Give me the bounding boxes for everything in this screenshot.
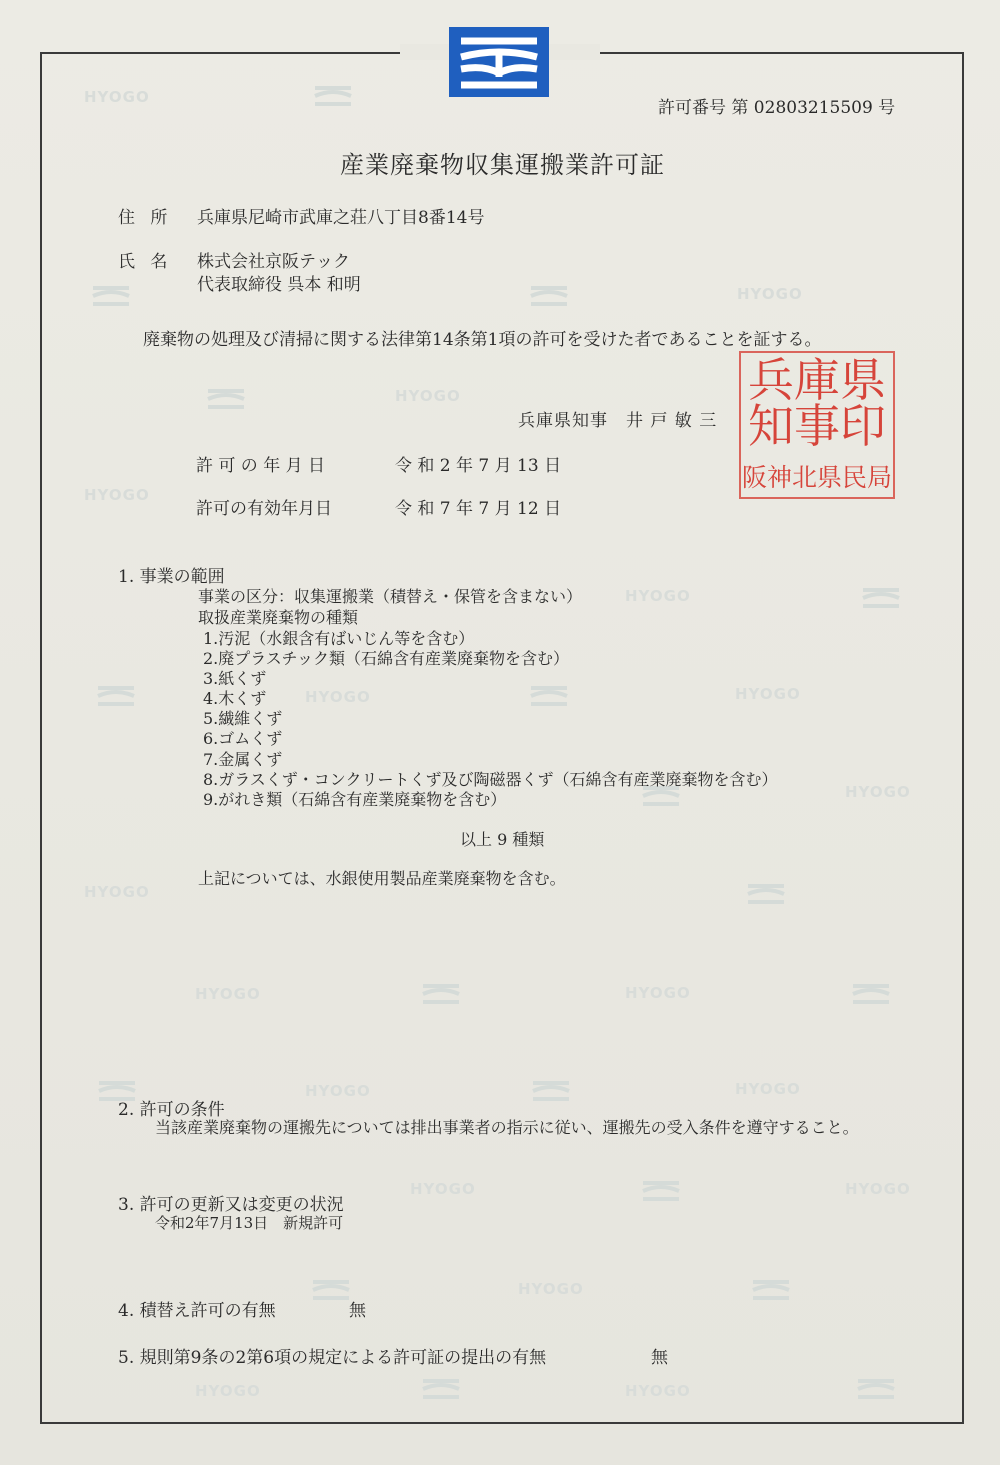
name-label: 氏 名 bbox=[118, 252, 173, 272]
watermark-text: HYOGO bbox=[305, 1082, 371, 1100]
section3-heading: 3. 許可の更新又は変更の状況 bbox=[118, 1195, 344, 1215]
certification-text: 廃棄物の処理及び清掃に関する法律第14条第1項の許可を受けた者であることを証する。 bbox=[143, 330, 822, 350]
list-item: 2.廃プラスチック類（石綿含有産業廃棄物を含む） bbox=[203, 649, 569, 668]
renewal-status-text: 令和2年7月13日 新規許可 bbox=[155, 1214, 344, 1232]
governor-name: 兵庫県知事 井 戸 敏 三 bbox=[518, 411, 718, 431]
waste-types-heading: 取扱産業廃棄物の種類 bbox=[198, 608, 359, 627]
section1-heading: 1. 事業の範囲 bbox=[118, 567, 225, 587]
valid-date-label: 許可の有効年月日 bbox=[196, 499, 332, 519]
address-label: 住 所 bbox=[118, 208, 173, 228]
official-seal-stamp bbox=[738, 350, 896, 500]
list-item: 9.がれき類（石綿含有産業廃棄物を含む） bbox=[203, 790, 507, 809]
section4-heading: 4. 積替え許可の有無 bbox=[118, 1301, 276, 1321]
certificate-submission-value: 無 bbox=[651, 1348, 668, 1368]
watermark-text: HYOGO bbox=[737, 285, 803, 303]
list-item: 3.紙くず bbox=[203, 669, 267, 688]
address-value: 兵庫県尼崎市武庫之荘八丁目8番14号 bbox=[197, 208, 485, 228]
watermark-text: HYOGO bbox=[735, 1080, 801, 1098]
watermark-text: HYOGO bbox=[84, 883, 150, 901]
seal-line-3: 阪神北県民局 bbox=[741, 463, 893, 492]
company-name: 株式会社京阪テック bbox=[197, 252, 350, 272]
permit-number: 許可番号 第 02803215509 号 bbox=[658, 98, 896, 118]
watermark-text: HYOGO bbox=[305, 688, 371, 706]
watermark-text: HYOGO bbox=[625, 1382, 691, 1400]
business-category: 事業の区分：収集運搬業（積替え・保管を含まない） bbox=[198, 587, 583, 606]
permit-date-value: 令 和 2 年 7 月 13 日 bbox=[395, 456, 562, 476]
list-item: 4.木くず bbox=[203, 689, 267, 708]
watermark-text: HYOGO bbox=[195, 1382, 261, 1400]
seal-line-2: 知事印 bbox=[748, 399, 886, 453]
list-item: 1.汚泥（水銀含有ばいじん等を含む） bbox=[203, 629, 475, 648]
list-item: 5.繊維くず bbox=[203, 709, 283, 728]
watermark-text: HYOGO bbox=[395, 387, 461, 405]
list-item: 6.ゴムくず bbox=[203, 729, 283, 748]
mercury-note: 上記については、水銀使用製品産業廃棄物を含む。 bbox=[198, 869, 566, 888]
list-item: 7.金属くず bbox=[203, 750, 283, 769]
watermark-text: HYOGO bbox=[625, 984, 691, 1002]
watermark-text: HYOGO bbox=[84, 486, 150, 504]
watermark-text: HYOGO bbox=[845, 783, 911, 801]
list-item: 8.ガラスくず・コンクリートくず及び陶磁器くず（石綿含有産業廃棄物を含む） bbox=[203, 770, 778, 789]
permit-date-label: 許 可 の 年 月 日 bbox=[196, 456, 326, 476]
representative-name: 代表取締役 呉本 和明 bbox=[197, 275, 361, 295]
valid-date-value: 令 和 7 年 7 月 12 日 bbox=[395, 499, 562, 519]
watermark-text: HYOGO bbox=[625, 587, 691, 605]
waste-type-total: 以上 9 種類 bbox=[460, 830, 545, 849]
watermark-text: HYOGO bbox=[518, 1280, 584, 1298]
watermark-text: HYOGO bbox=[410, 1180, 476, 1198]
section5-heading: 5. 規則第9条の2第6項の規定による許可証の提出の有無 bbox=[118, 1348, 547, 1368]
watermark-text: HYOGO bbox=[845, 1180, 911, 1198]
seal-line-1: 兵庫県 bbox=[748, 353, 886, 407]
watermark-text: HYOGO bbox=[84, 88, 150, 106]
watermark-text: HYOGO bbox=[735, 685, 801, 703]
section2-heading: 2. 許可の条件 bbox=[118, 1100, 225, 1120]
page-title: 産業廃棄物収集運搬業許可証 bbox=[340, 151, 665, 179]
watermark-text: HYOGO bbox=[195, 985, 261, 1003]
transshipment-permit-value: 無 bbox=[349, 1301, 366, 1321]
hyogo-emblem-icon bbox=[449, 27, 549, 97]
permit-conditions-text: 当該産業廃棄物の運搬先については排出事業者の指示に従い、運搬先の受入条件を遵守すること。 bbox=[155, 1118, 859, 1137]
